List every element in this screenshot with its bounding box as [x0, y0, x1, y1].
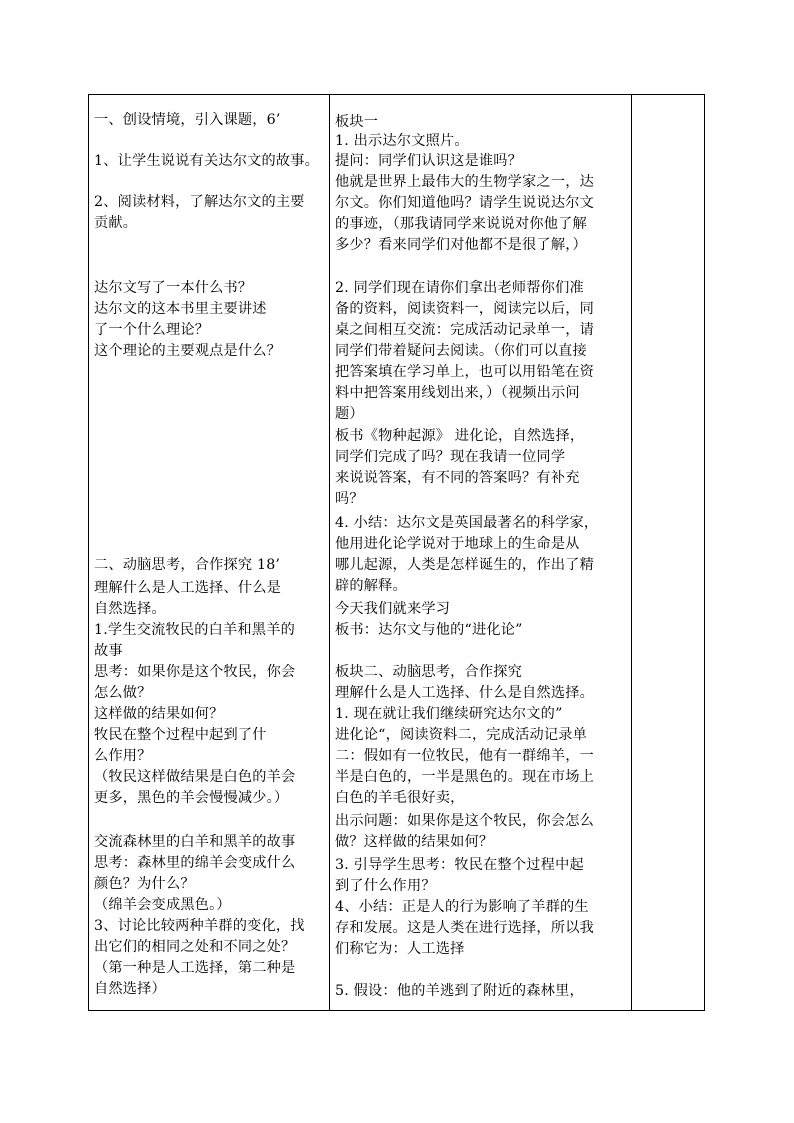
student-activity-column [89, 95, 330, 1010]
teacher-activity-line: 提问：同学们认识这是谁吗？ [335, 153, 523, 169]
teacher-activity-line: 2. 同学们现在请你们拿出老师帮你们准 [335, 280, 584, 296]
teacher-activity-line: 出示问题：如果你是这个牧民，你会怎么 [335, 813, 594, 829]
student-activity-line: 出它们的相同之处和不同之处？ [94, 939, 296, 955]
student-activity-line: 颜色？为什么？ [94, 876, 195, 892]
teacher-activity-line: 板书《物种起源》 进化论，自然选择， [335, 428, 585, 444]
student-activity-line: 么作用？ [94, 748, 152, 764]
student-activity-line: 交流森林里的白羊和黑羊的故事 [94, 834, 296, 850]
teacher-activity-line: 到了什么作用？ [335, 878, 436, 894]
student-activity-line: 达尔文的这本书里主要讲述 [94, 301, 267, 317]
student-activity-line: 思考：森林里的绵羊会变成什么 [94, 855, 296, 871]
student-activity-line: 3、讨论比较两种羊群的变化，找 [94, 918, 305, 934]
student-activity-line: 更多，黑色的羊会慢慢减少。） [94, 790, 289, 806]
student-activity-line: 故事 [94, 643, 123, 659]
teacher-activity-line: 白色的羊毛很好卖， [335, 790, 465, 806]
teacher-activity-line: 板书：达尔文与他的“进化论” [335, 622, 523, 638]
student-activity-line: （绵羊会变成黑色。） [94, 897, 231, 913]
teacher-activity-line: 做？这样做的结果如何？ [335, 834, 494, 850]
teacher-activity-line: 板块二、动脑思考，合作探究 [335, 664, 523, 680]
teacher-activity-line: 尔文。你们知道他吗？请学生说说达尔文 [335, 195, 594, 211]
teacher-activity-line: 同学们完成了吗？现在我请一位同学 [335, 449, 566, 465]
teacher-activity-line: 们称它为：人工选择 [335, 941, 465, 957]
student-activity-line: 1.学生交流牧民的白羊和黑羊的 [94, 622, 295, 638]
student-activity-line: 牧民在整个过程中起到了什 [94, 727, 267, 743]
teacher-activity-line: 桌之间相互交流：完成活动记录单一，请 [335, 322, 594, 338]
teacher-activity-line: 二：假如有一位牧民，他有一群绵羊，一 [335, 748, 594, 764]
student-activity-line: 一、创设情境，引入课题，6’ [94, 112, 281, 128]
teacher-activity-line: 存和发展。这是人类在进行选择，所以我 [335, 920, 594, 936]
student-activity-line: 这个理论的主要观点是什么？ [94, 343, 282, 359]
teacher-activity-line: 备的资料，阅读资料一，阅读完以后，同 [335, 301, 594, 317]
teacher-activity-line: 来说说答案，有不同的答案吗？有补充 [335, 470, 580, 486]
student-activity-line: （第一种是人工选择，第二种是 [94, 960, 296, 976]
student-activity-line: 贡献。 [94, 215, 138, 231]
student-activity-line: 二、动脑思考，合作探究 18’ [94, 557, 281, 573]
student-activity-line: 自然选择） [94, 981, 166, 997]
teacher-activity-line: 半是白色的，一半是黑色的。现在市场上 [335, 769, 594, 785]
teacher-activity-line: 的事迹，（那我请同学来说说对你他了解 [335, 216, 587, 232]
teacher-activity-line: 多少？看来同学们对他都不是很了解，） [335, 237, 587, 253]
student-activity-line: 2、阅读材料，了解达尔文的主要 [94, 194, 305, 210]
teacher-activity-line: 题） [335, 406, 364, 422]
student-activity-line: 自然选择。 [94, 601, 166, 617]
teacher-activity-line: 进化论“，阅读资料二，完成活动记录单 [335, 727, 588, 743]
teacher-activity-line: 1. 现在就让我们继续研究达尔文的” [335, 706, 563, 722]
teacher-activity-line: 料中把答案用线划出来，）（视频出示问 [335, 385, 580, 401]
teacher-activity-line: 哪儿起源，人类是怎样诞生的，作出了精 [335, 557, 594, 573]
teacher-activity-line: 1. 出示达尔文照片。 [335, 133, 469, 149]
student-activity-line: 怎么做？ [94, 685, 152, 701]
student-activity-line: 思考：如果你是这个牧民，你会 [94, 664, 296, 680]
student-activity-line: 理解什么是人工选择、什么是 [94, 580, 282, 596]
teacher-activity-line: 把答案填在学习单上，也可以用铅笔在资 [335, 364, 594, 380]
teacher-activity-line: 理解什么是人工选择、什么是自然选择。 [335, 685, 594, 701]
teacher-activity-line: 同学们带着疑问去阅读。（你们可以直接 [335, 343, 587, 359]
teacher-activity-line: 4、小结：正是人的行为影响了羊群的生 [335, 899, 589, 915]
student-activity-line: 达尔文写了一本什么书？ [94, 280, 253, 296]
teacher-activity-line: 3. 引导学生思考：牧民在整个过程中起 [335, 857, 584, 873]
student-activity-line: （牧民这样做结果是白色的羊会 [94, 769, 296, 785]
teacher-activity-line: 他就是世界上最伟大的生物学家之一，达 [335, 174, 594, 190]
student-activity-line: 了一个什么理论？ [94, 322, 210, 338]
teacher-activity-line: 4. 小结：达尔文是英国最著名的科学家， [335, 515, 599, 531]
teacher-activity-line: 他用进化论学说对于地球上的生命是从 [335, 536, 580, 552]
teacher-activity-line: 吗？ [335, 491, 364, 507]
lesson-table [88, 94, 705, 1011]
teacher-activity-line: 板块一 [335, 114, 379, 130]
teacher-activity-column [330, 95, 632, 1010]
teacher-activity-line: 辟的解释。 [335, 578, 407, 594]
teacher-activity-line: 今天我们就来学习 [335, 601, 451, 617]
teacher-activity-line: 5. 假设：他的羊逃到了附近的森林里， [335, 983, 584, 999]
notes-column [632, 95, 705, 1010]
student-activity-line: 1、让学生说说有关达尔文的故事。 [94, 153, 320, 169]
student-activity-line: 这样做的结果如何？ [94, 706, 224, 722]
